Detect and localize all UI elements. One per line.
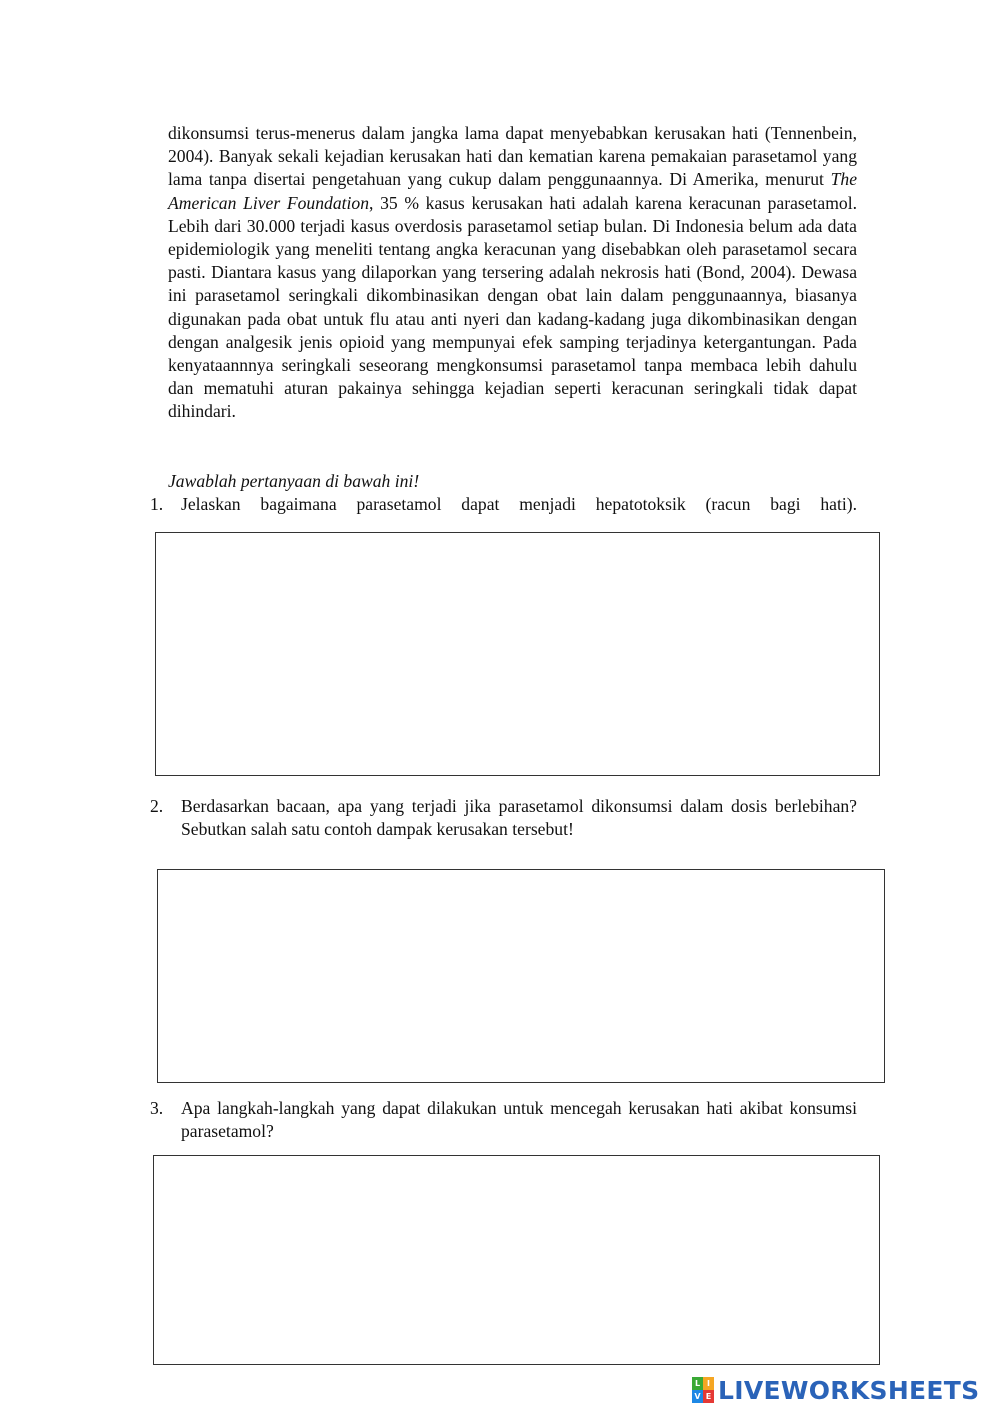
reading-passage	[168, 122, 857, 424]
passage-emphasis: The American Liver Foundation	[168, 169, 857, 213]
logo-mark-icon	[692, 1377, 714, 1403]
question-1	[150, 493, 857, 516]
question-3-number: 3.	[150, 1098, 164, 1118]
passage-text-part-1: dikonsumsi terus-menerus dalam jangka lama dapat menyebabkan kerusakan hati (Tennenbein, 2004). Banyak sekali kejadian kerusakan hati dan kematian karena pemakaian parasetamol yang lama tanpa disertai pengetahuan yang cukup dalam penggunaannya. Di Amerika, menurut	[168, 123, 857, 190]
passage-text-part-2: , 35 % kasus kerusakan hati adalah karena keracunan parasetamol. Lebih dari 30.000 terjadi kasus overdosis parasetamol setiap bulan. Di Indonesia belum ada data epidemiologik yang meneliti tentang angka keracunan yang disebabkan oleh parasetamol secara pasti. Diantara kasus yang dilaporkan yang tersering adalah nekrosis hati (Bond, 2004). Dewasa ini parasetamol seringkali dikombinasikan dengan obat lain dalam penggunaannya, biasanya digunakan pada obat untuk flu atau anti nyeri dan kadang-kadang juga dikombinasikan dengan dengan analgesik jenis opioid yang mempunyai efek samping terjadinya ketergantungan. Pada kenyataannnya seringkali seseorang mengkonsumsi parasetamol tanpa membaca lebih dahulu dan mematuhi aturan pakainya sehingga kejadian seperti keracunan seringkali tidak dapat dihindari.	[168, 192, 858, 422]
question-3-text: Apa langkah-langkah yang dapat dilakukan untuk mencegah kerusakan hati akibat konsumsi parasetamol?	[181, 1098, 857, 1142]
question-2-number: 2.	[150, 796, 164, 816]
logo-mark-letter-e: E	[703, 1390, 714, 1403]
instruction-text: Jawablah pertanyaan di bawah ini!	[168, 471, 420, 491]
logo-mark-letter-v: V	[692, 1390, 703, 1403]
answer-box-3[interactable]	[153, 1155, 880, 1365]
question-1-text: Jelaskan bagaimana parasetamol dapat menjadi hepatotoksik (racun bagi hati).	[181, 494, 857, 514]
liveworksheets-logo	[692, 1374, 979, 1406]
logo-mark-letter-i: I	[703, 1377, 714, 1390]
question-1-number: 1.	[150, 494, 164, 514]
question-3	[150, 1097, 857, 1143]
answer-box-1[interactable]	[155, 532, 880, 776]
logo-mark-letter-l: L	[692, 1377, 703, 1390]
answer-box-2[interactable]	[157, 869, 885, 1083]
question-2	[150, 795, 857, 841]
logo-wordmark: LIVEWORKSHEETS	[718, 1375, 980, 1405]
question-2-text: Berdasarkan bacaan, apa yang terjadi jika parasetamol dikonsumsi dalam dosis berlebihan? Sebutkan salah satu contoh dampak kerusakan tersebut!	[181, 796, 857, 840]
